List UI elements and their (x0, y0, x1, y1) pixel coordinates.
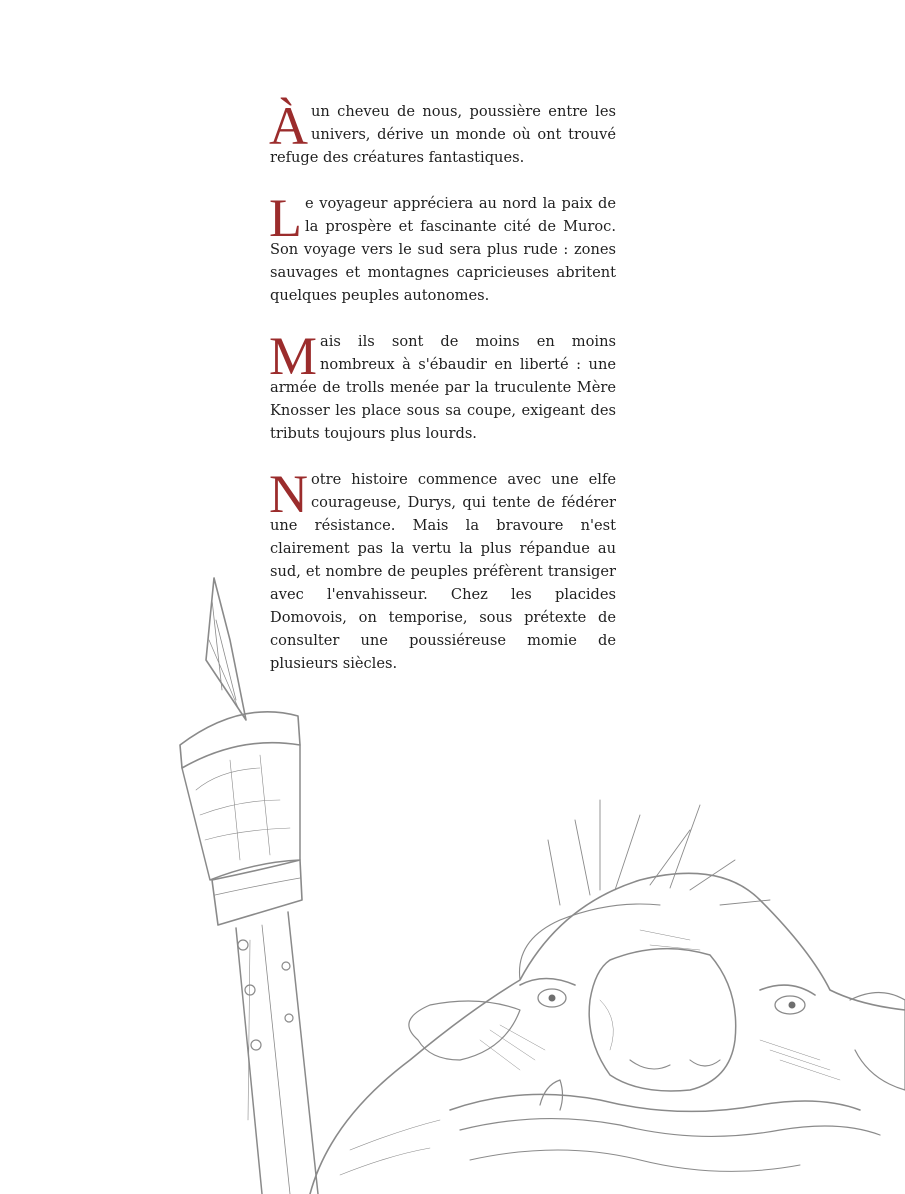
staff-spike (206, 578, 246, 720)
dropcap-1: À (269, 96, 308, 156)
paragraph-4-text: otre histoire commence avec une elfe courageuse, Durys, qui tente de fédérer une résistance. Mais la bravoure n'est clairement pas la vertu la plus répandue au sud, et nombre de peuples préfèrent transiger avec l'envahisseur. Chez les placides Domovois, on temporise, sous prétexte de consulter une poussiéreuse momie de plusieurs siècles. (270, 471, 616, 672)
paragraph-1-text: un cheveu de nous, poussière entre les univers, dérive un monde où ont trouvé refuge des créatures fantastiques. (270, 103, 616, 166)
paragraph-3-text: ais ils sont de moins en moins nombreux à s'ébaudir en liberté : une armée de trolls menée par la truculente Mère Knosser les place sous sa coupe, exigeant des tributs toujours plus lourds. (270, 333, 616, 442)
dropcap-3: M (269, 326, 318, 386)
paragraph-2-text: e voyageur appréciera au nord la paix de la prospère et fascinante cité de Muroc. Son voyage vers le sud sera plus rude : zones sauvages et montagnes capricieuses abritent quelques peuples autonomes. (270, 195, 616, 304)
staff-shaft (236, 912, 318, 1194)
paragraph-3 (269, 326, 616, 445)
staff-head (180, 712, 302, 925)
paragraph-1 (269, 96, 616, 169)
dropcap-4: N (269, 464, 308, 524)
troll-head (310, 800, 905, 1194)
dropcap-2: L (269, 188, 302, 248)
troll-sketch-illustration (0, 560, 905, 1194)
paragraph-2 (269, 188, 616, 307)
